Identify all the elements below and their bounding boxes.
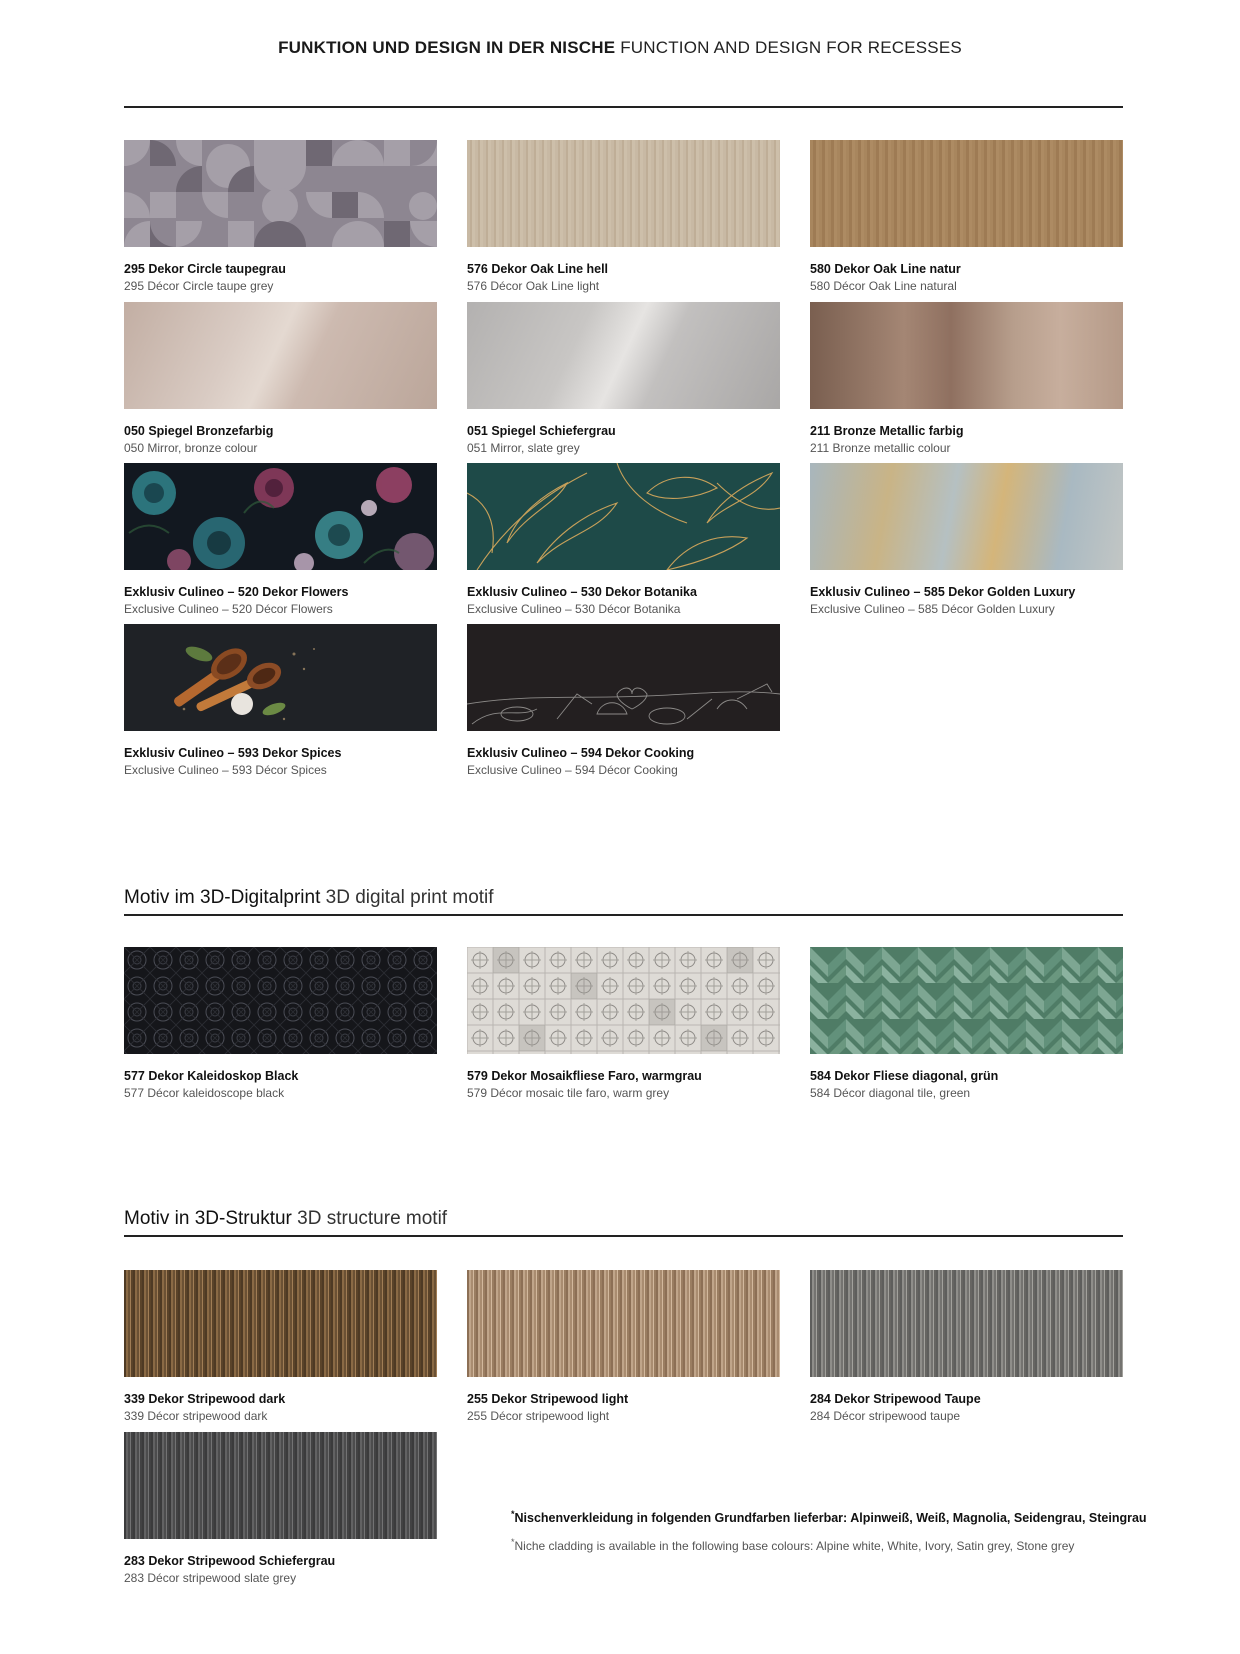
swatch-284-stripewood-taupe	[810, 1270, 1123, 1425]
footnote-de	[511, 1505, 1147, 1527]
swatch-name-en: 051 Mirror, slate grey	[467, 441, 580, 455]
swatch-image	[467, 947, 780, 1054]
swatch-name-en: 577 Décor kaleidoscope black	[124, 1086, 285, 1100]
swatch-name-en: Exclusive Culineo – 530 Décor Botanika	[467, 602, 681, 616]
swatch-name-de: Exklusiv Culineo – 520 Dekor Flowers	[124, 585, 349, 599]
swatch-name-de: 339 Dekor Stripewood dark	[124, 1392, 286, 1406]
swatch-name-de: 295 Dekor Circle taupegrau	[124, 262, 286, 276]
swatch-image	[467, 463, 780, 570]
swatch-name-de: 255 Dekor Stripewood light	[467, 1392, 629, 1406]
swatch-name-en: 579 Décor mosaic tile faro, warm grey	[467, 1086, 670, 1100]
swatch-577-kaleidoscope-black	[124, 947, 437, 1102]
swatch-name-de: 577 Dekor Kaleidoskop Black	[124, 1069, 299, 1083]
section-title-structure	[124, 1208, 447, 1230]
swatch-283-stripewood-slate	[124, 1432, 437, 1587]
swatch-name-de: 211 Bronze Metallic farbig	[810, 424, 964, 438]
swatch-name-en: 211 Bronze metallic colour	[810, 441, 951, 455]
section-divider	[124, 1235, 1123, 1237]
swatch-image	[810, 463, 1123, 570]
swatch-580-oak-line-natural	[810, 140, 1123, 295]
swatch-594-cooking	[467, 624, 780, 779]
swatch-585-golden-luxury	[810, 463, 1123, 618]
swatch-295-circle	[124, 140, 437, 295]
footnote-en-text: Niche cladding is available in the following base colours: Alpine white, White, Ivory, Satin grey, Stone grey	[514, 1539, 1075, 1554]
swatch-name-en: 255 Décor stripewood light	[467, 1409, 610, 1423]
swatch-name-en: 283 Décor stripewood slate grey	[124, 1571, 297, 1585]
swatch-name-de: 580 Dekor Oak Line natur	[810, 262, 961, 276]
swatch-name-en: 580 Décor Oak Line natural	[810, 279, 957, 293]
swatch-name-de: 284 Dekor Stripewood Taupe	[810, 1392, 981, 1406]
swatch-image	[124, 624, 437, 731]
swatch-name-en: Exclusive Culineo – 594 Décor Cooking	[467, 763, 678, 777]
swatch-name-en: 284 Décor stripewood taupe	[810, 1409, 961, 1423]
swatch-name-de: 576 Dekor Oak Line hell	[467, 262, 609, 276]
section-title-en: 3D structure motif	[297, 1208, 448, 1229]
section-title-de: Motiv in 3D-Struktur	[124, 1208, 292, 1229]
swatch-050-bronze-mirror	[124, 302, 437, 457]
swatch-image	[467, 140, 780, 247]
footnote-en	[511, 1533, 1131, 1555]
section-title-de: Motiv im 3D-Digitalprint	[124, 887, 321, 908]
footnote	[511, 1505, 1147, 1555]
swatch-image	[124, 947, 437, 1054]
swatch-name-en: 050 Mirror, bronze colour	[124, 441, 258, 455]
swatch-name-de: Exklusiv Culineo – 585 Dekor Golden Luxury	[810, 585, 1076, 599]
swatch-image	[810, 302, 1123, 409]
swatch-name-de: 283 Dekor Stripewood Schiefergrau	[124, 1554, 336, 1568]
swatch-579-mosaic-faro	[467, 947, 780, 1102]
swatch-image	[467, 624, 780, 731]
swatch-name-de: 050 Spiegel Bronzefarbig	[124, 424, 274, 438]
swatch-name-de: 051 Spiegel Schiefergrau	[467, 424, 616, 438]
swatch-name-de: Exklusiv Culineo – 530 Dekor Botanika	[467, 585, 697, 599]
swatch-051-slate-mirror	[467, 302, 780, 457]
swatch-image	[124, 463, 437, 570]
swatch-name-en: Exclusive Culineo – 585 Décor Golden Luxury	[810, 602, 1055, 616]
swatch-name-en: 295 Décor Circle taupe grey	[124, 279, 274, 293]
section-divider	[124, 914, 1123, 916]
swatch-name-de: Exklusiv Culineo – 594 Dekor Cooking	[467, 746, 695, 760]
swatch-name-en: Exclusive Culineo – 520 Décor Flowers	[124, 602, 333, 616]
swatch-255-stripewood-light	[467, 1270, 780, 1425]
swatch-584-diagonal-tile-green	[810, 947, 1123, 1102]
swatch-211-bronze-metallic	[810, 302, 1123, 457]
swatch-image	[467, 1270, 780, 1377]
swatch-576-oak-line-light	[467, 140, 780, 295]
header-divider	[124, 106, 1123, 108]
swatch-530-botanika	[467, 463, 780, 618]
page-title-en: FUNCTION AND DESIGN FOR RECESSES	[620, 38, 962, 57]
swatch-339-stripewood-dark	[124, 1270, 437, 1425]
swatch-image	[810, 140, 1123, 247]
swatch-name-de: 579 Dekor Mosaikfliese Faro, warmgrau	[467, 1069, 702, 1083]
swatch-image	[124, 140, 437, 247]
swatch-name-en: 339 Décor stripewood dark	[124, 1409, 268, 1423]
swatch-image	[124, 302, 437, 409]
swatch-name-en: 584 Décor diagonal tile, green	[810, 1086, 971, 1100]
footnote-de-text: Nischenverkleidung in folgenden Grundfarben lieferbar: Alpinweiß, Weiß, Magnolia, Seidengrau, Steingrau	[514, 1511, 1147, 1526]
swatch-name-de: Exklusiv Culineo – 593 Dekor Spices	[124, 746, 342, 760]
footnote-marker: *	[511, 1509, 515, 1519]
footnote-marker: *	[511, 1537, 515, 1548]
page-title	[0, 38, 1240, 58]
swatch-image	[810, 1270, 1123, 1377]
swatch-name-en: 576 Décor Oak Line light	[467, 279, 600, 293]
swatch-image	[124, 1432, 437, 1539]
swatch-520-flowers	[124, 463, 437, 618]
section-title-en: 3D digital print motif	[325, 887, 494, 908]
swatch-image	[467, 302, 780, 409]
page-title-de: FUNKTION UND DESIGN IN DER NISCHE	[278, 38, 616, 57]
swatch-593-spices	[124, 624, 437, 779]
swatch-image	[124, 1270, 437, 1377]
section-title-digital-print	[124, 887, 494, 909]
swatch-name-en: Exclusive Culineo – 593 Décor Spices	[124, 763, 327, 777]
swatch-image	[810, 947, 1123, 1054]
swatch-name-de: 584 Dekor Fliese diagonal, grün	[810, 1069, 999, 1083]
